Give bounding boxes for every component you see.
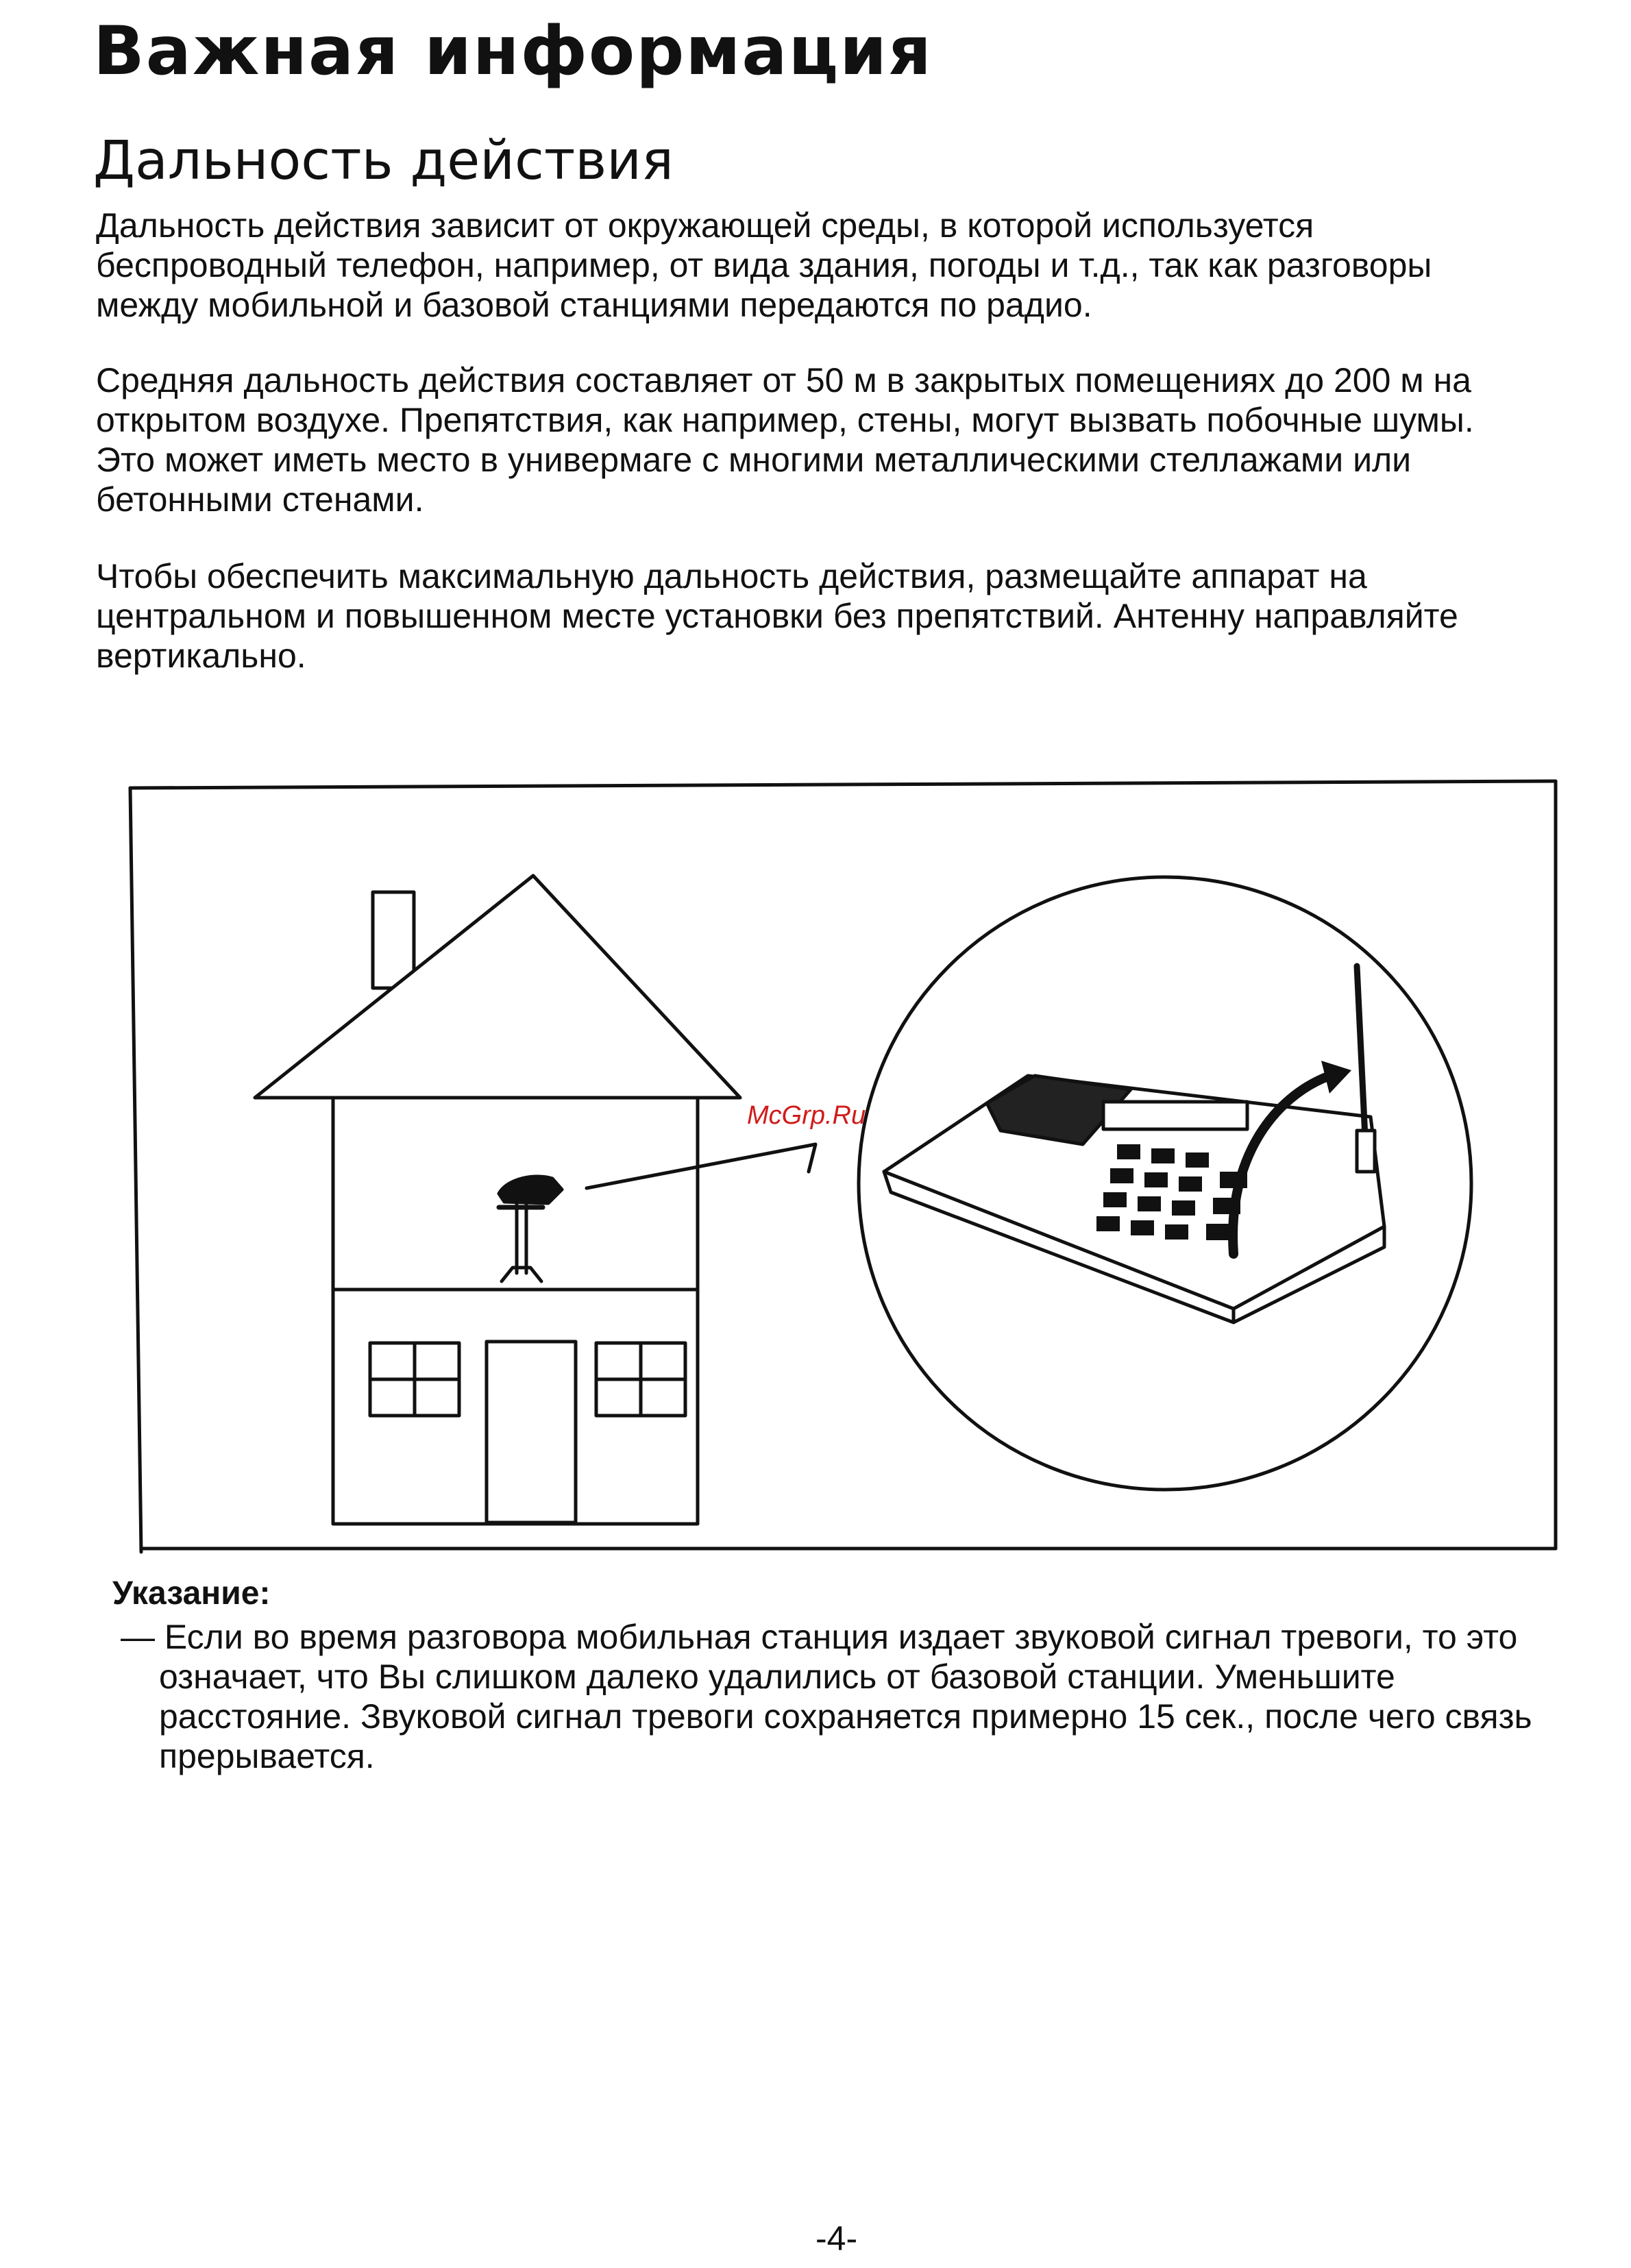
paragraph-average-range: Средняя дальность действия составляет от 50 м в закрытых помещениях до 200 м на открытом воздухе. Препятствия, как например, стены, могут вызвать побочные шумы. Это может иметь место в универмаге с многими металлическими стеллажами или бетонными стенами. bbox=[96, 361, 1474, 519]
section-heading: Дальность действия bbox=[93, 130, 674, 192]
note-text: — Если во время разговора мобильная станция издает звуковой сигнал тревоги, то это означает, что Вы слишком далеко удалились от базовой станции. Уменьшите расстояние. Звуковой сигнал тревоги сохраняется примерно 15 сек., после чего связь прерывается. bbox=[121, 1618, 1532, 1775]
page-title: Важная информация bbox=[93, 12, 933, 90]
paragraph-placement-advice: Чтобы обеспечить максимальную дальность действия, размещайте аппарат на центральном и повышенном месте установки без препятствий. Антенну направляйте вертикально. bbox=[96, 557, 1458, 675]
paragraph-range-dependence: Дальность действия зависит от окружающей среды, в которой используется беспроводный телефон, например, от вида здания, погоды и т.д., так как разговоры между мобильной и базовой станциями передаются по радио. bbox=[96, 206, 1432, 324]
page-number: -4- bbox=[816, 2219, 858, 2258]
watermark: McGrp.Ru bbox=[747, 1101, 866, 1130]
range-illustration bbox=[123, 774, 1562, 1555]
note-heading: Указание: bbox=[112, 1575, 271, 1612]
house-illustration bbox=[255, 876, 816, 1524]
